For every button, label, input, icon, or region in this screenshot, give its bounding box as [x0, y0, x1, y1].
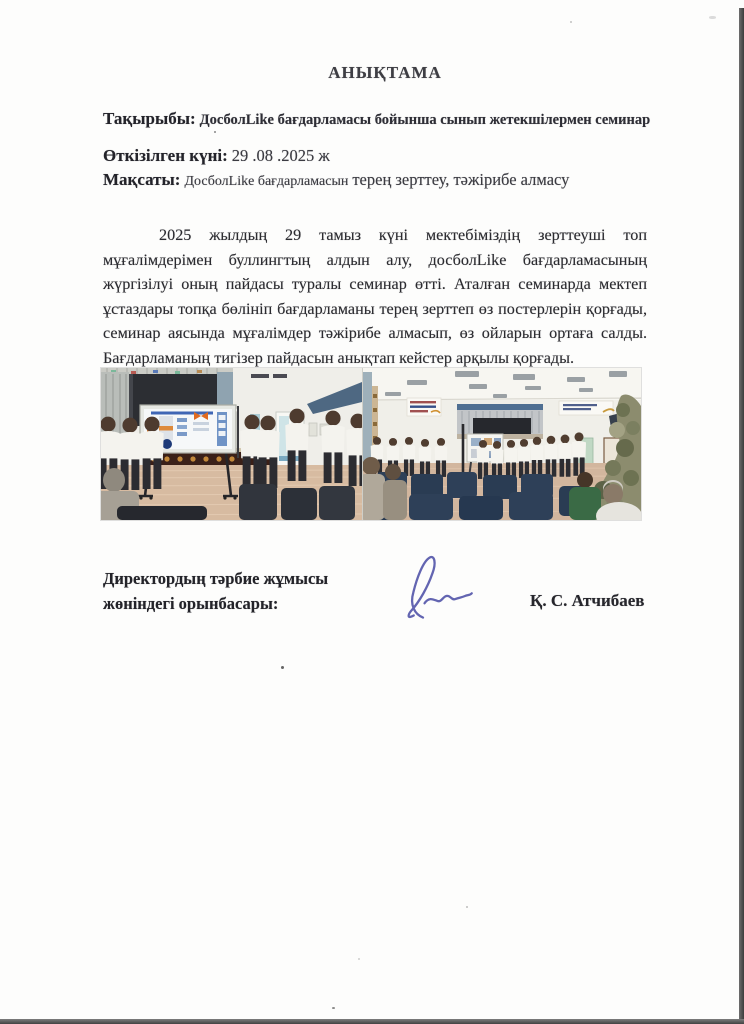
scan-speck — [214, 131, 216, 133]
scan-speck — [358, 958, 360, 960]
field-goal-value-aims: терең зерттеу, тәжірибе алмасу — [352, 170, 570, 189]
wall-banner-right — [559, 401, 614, 415]
signature-name: Қ. С. Атчибаев — [530, 591, 645, 610]
scan-speck — [466, 906, 468, 908]
field-goal — [103, 170, 569, 190]
wall-switch — [309, 423, 317, 436]
scan-edge-shadow-bottom — [0, 1019, 744, 1024]
field-topic — [103, 109, 650, 129]
field-goal-value-program: ДосболLike бағдарламасын — [184, 174, 349, 189]
scan-speck — [709, 16, 716, 19]
signature-role-line1: Директордың тәрбие жұмысы — [103, 569, 329, 588]
scan-speck — [281, 666, 284, 669]
handwritten-signature — [390, 550, 482, 626]
seminar-photo-strip — [101, 368, 641, 520]
body-paragraph: 2025 жылдың 29 тамыз күні мектебіміздің зерттеуші топ мұғалімдерімен буллингтың алдын алу, досболLike бағдарламасының жүргізілуі оның пайдасы туралы семинар өтті. Аталған семинарда мектеп ұстаздары топқа бөлініп бағдарламаны терең зерттеп өз постерлерін қорғады, семинар аясында мұғалімдер тәжірибе алмасып, өз ойларын ортаға салды. Бағдарламаның тигізер пайдасын анықтап кейстер арқылы қорғады. — [103, 226, 647, 367]
field-topic-label: Тақырыбы: — [103, 109, 196, 128]
field-date — [103, 146, 330, 166]
field-goal-label: Мақсаты: — [103, 170, 181, 189]
field-date-value: 29 .08 .2025 ж — [231, 146, 330, 165]
scan-speck — [332, 1007, 335, 1009]
wall-banner-left — [407, 398, 441, 416]
document-title: АНЫҚТАМА — [328, 63, 442, 82]
signature-role — [103, 566, 403, 616]
seminar-photo-left — [101, 368, 362, 520]
wall-banner-text — [251, 374, 287, 378]
field-date-label: Өткізілген күні: — [103, 146, 228, 165]
scan-speck — [570, 21, 572, 23]
seminar-photo-right — [363, 368, 641, 520]
field-topic-value: ДосболLike бағдарламасы бойынша сынып жетекшілермен семинар — [199, 112, 651, 128]
scan-edge-shadow-right — [739, 8, 744, 1024]
signature-role-line2: жөніндегі орынбасары: — [103, 594, 279, 613]
